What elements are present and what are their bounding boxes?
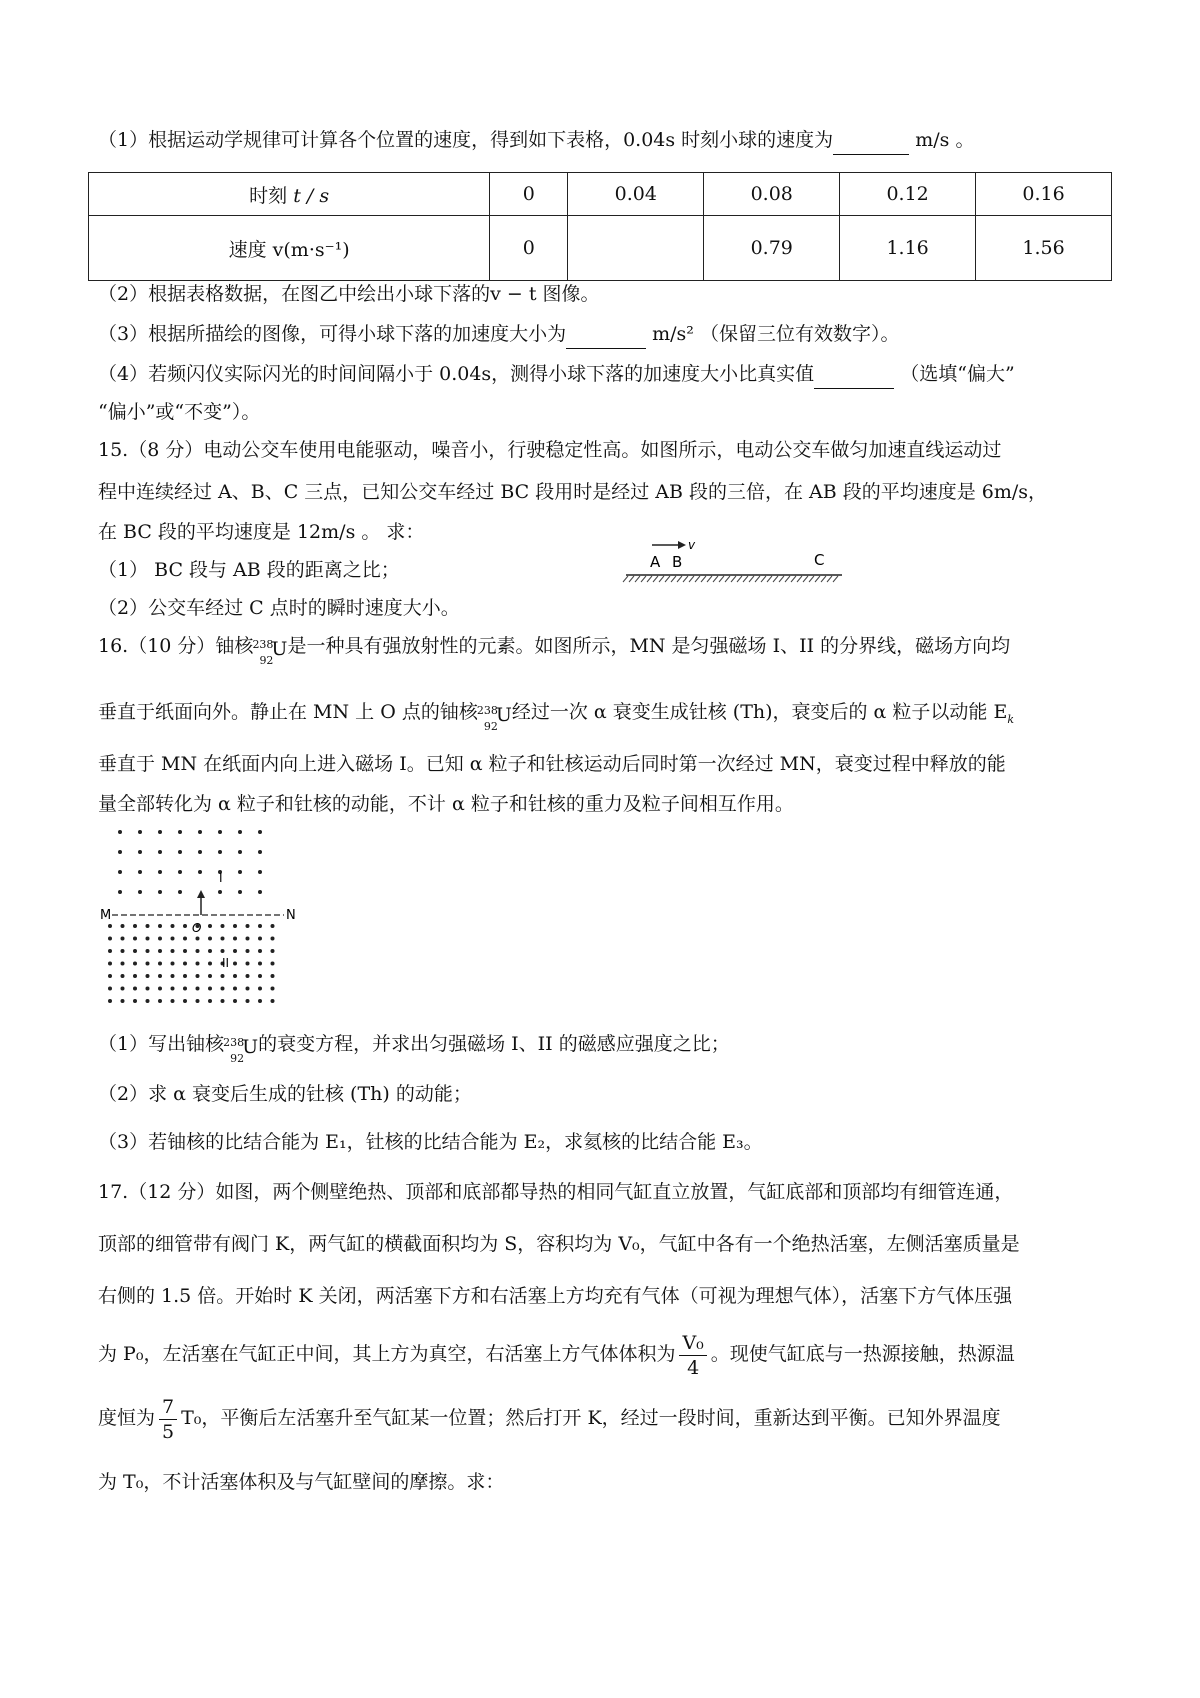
field-dot (138, 890, 142, 894)
road-hatch (803, 576, 808, 582)
table-row (89, 173, 1112, 216)
q14-part1 (98, 126, 974, 155)
q15-line3: 在 BC 段的平均速度是 12m/s 。 求： (98, 521, 425, 543)
q15-line2: 程中连续经过 A、B、C 三点，已知公交车经过 BC 段用时是经过 AB 段的三倍，在 AB 段的平均速度是 6m/s， (98, 481, 1048, 503)
field-dot (158, 937, 162, 941)
fraction-7-5: $\frac{7}{5}$ (159, 1395, 177, 1444)
field-dot (158, 949, 162, 953)
field-dot (198, 870, 202, 874)
road-hatch (695, 576, 700, 582)
field-dot (118, 870, 122, 874)
road-hatch (749, 576, 754, 582)
table-cell: 0.79 (704, 216, 840, 281)
field-dot (221, 999, 225, 1003)
field-dot (233, 987, 237, 991)
field-dot (271, 999, 275, 1003)
field-dot (108, 924, 112, 928)
q17-line4: 为 P₀，左活塞在气缸正中间，其上方为真空，右活塞上方气体体积为 $\frac{\text{V₀}}{4}$ 。现使气缸底与一热源接触，热源温 (98, 1331, 1015, 1379)
field-dot (171, 924, 175, 928)
q14-part3: （3）根据所描绘的图像，可得小球下落的加速度大小为 m/s² （保留三位有效数字）。 (98, 320, 899, 349)
q16-sub1: （1）写出铀核 238 92 U 的衰变方程，并求出匀强磁场 I、II 的磁感应强度之比； (98, 1033, 730, 1065)
road-hatch (773, 576, 778, 582)
q17-line6: 为 T₀，不计活塞体积及与气缸壁间的摩擦。求： (98, 1471, 505, 1493)
field-dot (271, 937, 275, 941)
q17-line5: 度恒为 $\frac{7}{5}$ T₀，平衡后左活塞升至气缸某一位置；然后打开 K，经过一段时间，重新达到平衡。已知外界温度 (98, 1395, 1001, 1443)
road-hatch (797, 576, 802, 582)
field-dot (146, 937, 150, 941)
field-dot (198, 850, 202, 854)
field-dot (271, 987, 275, 991)
field-dot (133, 974, 137, 978)
road-hatch (635, 576, 640, 582)
road-hatch (767, 576, 772, 582)
field-dot (178, 850, 182, 854)
field-dot (221, 937, 225, 941)
field-dot (133, 962, 137, 966)
field-dot (158, 999, 162, 1003)
field-dot (208, 949, 212, 953)
field-dot (133, 999, 137, 1003)
point-b-label: B (672, 553, 683, 571)
q17-line3: 右侧的 1.5 倍。开始时 K 关闭，两活塞下方和右活塞上方均充有气体（可视为理想气体），活塞下方气体压强 (98, 1285, 1013, 1307)
q15-line1: 15.（8 分）电动公交车使用电能驱动，噪音小，行驶稳定性高。如图所示，电动公交车做匀加速直线运动过 (98, 439, 1002, 461)
field-dot (178, 890, 182, 894)
field-dot (233, 999, 237, 1003)
road-hatch (701, 576, 706, 582)
region-i-label: I (219, 871, 223, 885)
field-dot (208, 962, 212, 966)
road-hatch (671, 576, 676, 582)
table-cell: 0.16 (976, 173, 1112, 216)
q16-line1: 16.（10 分）铀核 238 92 U 是一种具有强放射性的元素。如图所示，MN 是匀强磁场 I、II 的分界线，磁场方向均 (98, 635, 1011, 667)
q16-sub2: （2）求 α 衰变后生成的钍核 (Th) 的动能； (98, 1083, 472, 1105)
field-dot (108, 962, 112, 966)
uranium-nuclide: 238 92 U (252, 638, 288, 667)
field-dot (233, 962, 237, 966)
answer-blank (566, 320, 646, 349)
field-dot (246, 962, 250, 966)
road-hatch (809, 576, 814, 582)
field-dot (121, 962, 125, 966)
field-dot (146, 924, 150, 928)
field-dot (221, 987, 225, 991)
q16-line2: 垂直于纸面向外。静止在 MN 上 O 点的铀核 238 92 U 经过一次 α 衰变生成钍核 (Th)，衰变后的 α 粒子以动能 $E_k$ (98, 701, 1015, 733)
field-dot (146, 974, 150, 978)
field-dot (258, 924, 262, 928)
table-cell: 0.12 (840, 173, 976, 216)
road-hatch (725, 576, 730, 582)
uranium-nuclide: 238 92 U (223, 1036, 259, 1065)
field-dot (258, 949, 262, 953)
field-dot (158, 924, 162, 928)
field-dot (118, 830, 122, 834)
field-dot (121, 974, 125, 978)
field-dot (221, 924, 225, 928)
road-hatch (689, 576, 694, 582)
field-dot (238, 870, 242, 874)
road-hatch (737, 576, 742, 582)
field-dot (258, 974, 262, 978)
field-dot (208, 974, 212, 978)
field-dot (121, 949, 125, 953)
road-hatch (677, 576, 682, 582)
field-dot (121, 937, 125, 941)
field-dot (246, 999, 250, 1003)
field-dot (208, 937, 212, 941)
field-dot (133, 949, 137, 953)
field-dot (178, 870, 182, 874)
field-dot (171, 937, 175, 941)
answer-blank (814, 360, 894, 389)
field-dot (171, 999, 175, 1003)
field-dot (121, 999, 125, 1003)
q14-part4-cont: “偏小”或“不变”）。 (98, 401, 261, 423)
field-dot (146, 949, 150, 953)
q14-part1-text: （1）根据运动学规律可计算各个位置的速度，得到如下表格，0.04s 时刻小球的速度为 (98, 129, 834, 151)
field-dot (246, 949, 250, 953)
field-dot (238, 850, 242, 854)
field-dot (183, 987, 187, 991)
field-dot (233, 924, 237, 928)
bus-road-figure (620, 535, 850, 595)
field-dot (258, 999, 262, 1003)
table-cell: 1.16 (840, 216, 976, 281)
n-label: N (286, 908, 296, 923)
table-cell: 1.56 (976, 216, 1112, 281)
field-dot (158, 890, 162, 894)
road-hatch (755, 576, 760, 582)
field-dot (121, 987, 125, 991)
road-hatch (821, 576, 826, 582)
field-dot (238, 890, 242, 894)
fraction-v0-4: $\frac{\text{V₀}}{4}$ (679, 1331, 706, 1380)
field-dot (183, 949, 187, 953)
q17-line2: 顶部的细管带有阀门 K，两气缸的横截面积均为 S，容积均为 V₀，气缸中各有一个绝热活塞，左侧活塞质量是 (98, 1233, 1020, 1255)
field-dot (218, 850, 222, 854)
field-dot (108, 937, 112, 941)
table-cell: 0.04 (568, 173, 704, 216)
road-hatch (647, 576, 652, 582)
table-row (89, 216, 1112, 281)
q14-part1-unit: m/s 。 (915, 129, 975, 151)
road-hatch (641, 576, 646, 582)
road-hatch (785, 576, 790, 582)
field-dot (258, 890, 262, 894)
field-dot (183, 999, 187, 1003)
point-a-label: A (650, 553, 661, 571)
field-dot (196, 962, 200, 966)
uranium-nuclide: 238 92 U (476, 704, 512, 733)
point-c-label: C (814, 551, 825, 569)
speed-header: 速度 v(m·s⁻¹) (89, 216, 490, 281)
road-hatch (827, 576, 832, 582)
q14-part4: （4）若频闪仪实际闪光的时间间隔小于 0.04s，测得小球下落的加速度大小比真实值 （选填“偏大” (98, 360, 1015, 389)
road-hatch (665, 576, 670, 582)
field-dot (233, 949, 237, 953)
field-dot (138, 850, 142, 854)
field-dot (108, 974, 112, 978)
field-dot (133, 924, 137, 928)
field-dot (183, 937, 187, 941)
table-cell: 0 (490, 216, 568, 281)
field-dot (158, 850, 162, 854)
field-dot (146, 962, 150, 966)
field-dot (208, 999, 212, 1003)
field-dot (196, 987, 200, 991)
field-dot (158, 830, 162, 834)
field-dot (271, 974, 275, 978)
field-dot (258, 937, 262, 941)
field-dot (258, 830, 262, 834)
field-dot (208, 987, 212, 991)
q15-sub2: （2）公交车经过 C 点时的瞬时速度大小。 (98, 597, 460, 619)
field-dot (146, 999, 150, 1003)
field-dot (171, 974, 175, 978)
road-hatch (761, 576, 766, 582)
field-dot (246, 937, 250, 941)
field-dot (271, 924, 275, 928)
field-dot (221, 974, 225, 978)
field-dot (108, 999, 112, 1003)
table-cell: 0 (490, 173, 568, 216)
road-hatch (713, 576, 718, 582)
field-dot (196, 974, 200, 978)
field-dot (218, 830, 222, 834)
road-hatch (833, 576, 838, 582)
road-hatch (623, 576, 628, 582)
answer-blank (833, 126, 909, 155)
field-dot (258, 962, 262, 966)
q16-line3: 垂直于 MN 在纸面内向上进入磁场 I。已知 α 粒子和钍核运动后同时第一次经过 MN，衰变过程中释放的能 (98, 753, 1006, 775)
q16-sub3: （3）若铀核的比结合能为 E₁，钍核的比结合能为 E₂，求氦核的比结合能 E₃。 (98, 1131, 763, 1153)
region-ii-label: II (222, 956, 230, 970)
q15-sub1: （1） BC 段与 AB 段的距离之比； (98, 559, 400, 581)
q17-line1: 17.（12 分）如图，两个侧壁绝热、顶部和底部都导热的相同气缸直立放置，气缸底部和顶部均有细管连通， (98, 1181, 1014, 1203)
q16-line4: 量全部转化为 α 粒子和钍核的动能，不计 α 粒子和钍核的重力及粒子间相互作用。 (98, 793, 794, 815)
field-dot (171, 949, 175, 953)
field-dot (138, 870, 142, 874)
field-dot (133, 987, 137, 991)
field-dot (118, 850, 122, 854)
road-hatch (743, 576, 748, 582)
m-label: M (100, 908, 112, 923)
field-dot (171, 987, 175, 991)
field-dot (178, 830, 182, 834)
field-dot (121, 924, 125, 928)
field-dot (208, 924, 212, 928)
field-dot (158, 962, 162, 966)
field-dot (246, 974, 250, 978)
field-dot (221, 949, 225, 953)
road-hatch (791, 576, 796, 582)
field-dot (258, 850, 262, 854)
velocity-table (88, 172, 1112, 281)
road-hatch (815, 576, 820, 582)
magnetic-field-figure (98, 820, 298, 1010)
field-dot (133, 937, 137, 941)
field-dot (233, 974, 237, 978)
field-dot (158, 987, 162, 991)
field-dot (218, 890, 222, 894)
field-dot (258, 870, 262, 874)
field-dot (146, 987, 150, 991)
field-dot (118, 890, 122, 894)
q14-part2: （2）根据表格数据，在图乙中绘出小球下落的v − t 图像。 (98, 283, 600, 305)
field-dot (238, 830, 242, 834)
field-dot (233, 937, 237, 941)
field-dot (246, 987, 250, 991)
table-cell: 0.08 (704, 173, 840, 216)
field-dot (196, 937, 200, 941)
field-dot (108, 987, 112, 991)
field-dot (171, 962, 175, 966)
o-label: O (192, 921, 202, 935)
velocity-label: v (688, 538, 696, 552)
road-hatch (779, 576, 784, 582)
field-dot (271, 962, 275, 966)
road-hatch (707, 576, 712, 582)
road-hatch (683, 576, 688, 582)
time-header: 时刻 t / s (89, 173, 490, 216)
field-dot (258, 987, 262, 991)
field-dot (183, 924, 187, 928)
field-dot (138, 830, 142, 834)
field-dot (246, 924, 250, 928)
field-dot (198, 830, 202, 834)
field-dot (196, 949, 200, 953)
field-dot (271, 949, 275, 953)
field-dot (183, 974, 187, 978)
field-dot (158, 974, 162, 978)
road-hatch (653, 576, 658, 582)
road-hatch (731, 576, 736, 582)
field-dot (196, 999, 200, 1003)
field-dot (108, 949, 112, 953)
road-hatch (659, 576, 664, 582)
field-dot (183, 962, 187, 966)
road-hatch (629, 576, 634, 582)
table-cell (568, 216, 704, 281)
field-dot (158, 870, 162, 874)
road-hatch (719, 576, 724, 582)
